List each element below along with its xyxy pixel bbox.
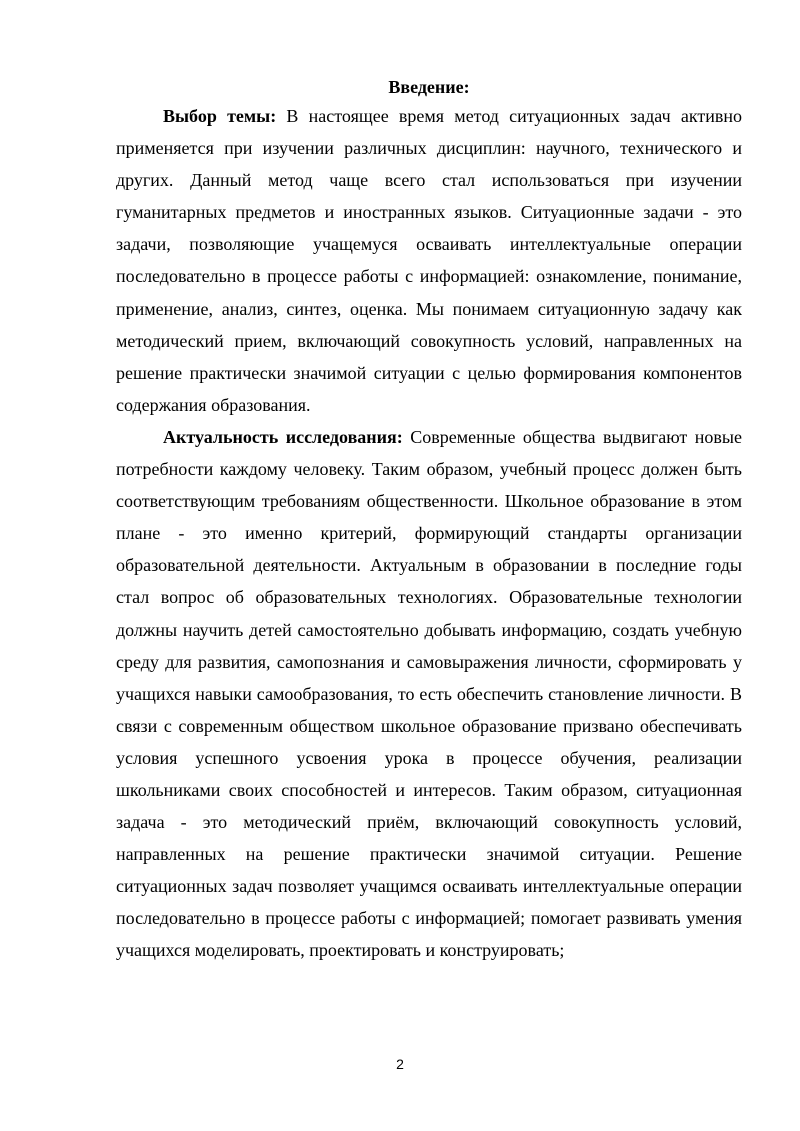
paragraph-text-topic: В настоящее время метод ситуационных задач активно применяется при изучении различных дисциплин: научного, технического и других. Данный метод чаще всего стал использоваться при изучении гуманитарных предметов и иностранных языков. Ситуационные задачи - это задачи, позволяющие учащемуся осваивать интеллектуальные операции последовательно в процессе работы с информацией: ознакомление, понимание, применение, анализ, синтез, оценка. Мы понимаем ситуационную задачу как методический прием, включающий совокупность условий, направленных на решение практически значимой ситуации с целью формирования компонентов содержания образования. [116, 106, 742, 415]
page-number: 2 [396, 1056, 404, 1072]
paragraph-topic-choice [116, 100, 742, 421]
section-heading: Введение: [388, 77, 470, 97]
paragraph-text-relevance: Современные общества выдвигают новые потребности каждому человеку. Таким образом, учебный процесс должен быть соответствующим требованиям общественности. Школьное образование в этом плане - это именно критерий, формирующий стандарты организации образовательной деятельности. Актуальным в образовании в последние годы стал вопрос об образовательных технологиях. Образовательные технологии должны научить детей самостоятельно добывать информацию, создать учебную среду для развития, самопознания и самовыражения личности, сформировать у учащихся навыки самообразования, то есть обеспечить становление личности. В связи с современным обществом школьное образование призвано обеспечивать условия успешного усвоения урока в процессе обучения, реализации школьниками своих способностей и интересов. Таким образом, ситуационная задача - это методический приём, включающий совокупность условий, направленных на решение практически значимой ситуации. Решение ситуационных задач позволяет учащимся осваивать интеллектуальные операции последовательно в процессе работы с информацией; помогает развивать умения учащихся моделировать, проектировать и конструировать; [116, 426, 742, 961]
page-body [116, 74, 742, 967]
paragraph-lead-relevance: Актуальность исследования: [163, 426, 403, 447]
paragraph-relevance [116, 421, 742, 967]
paragraph-lead-topic: Выбор темы: [163, 106, 277, 126]
